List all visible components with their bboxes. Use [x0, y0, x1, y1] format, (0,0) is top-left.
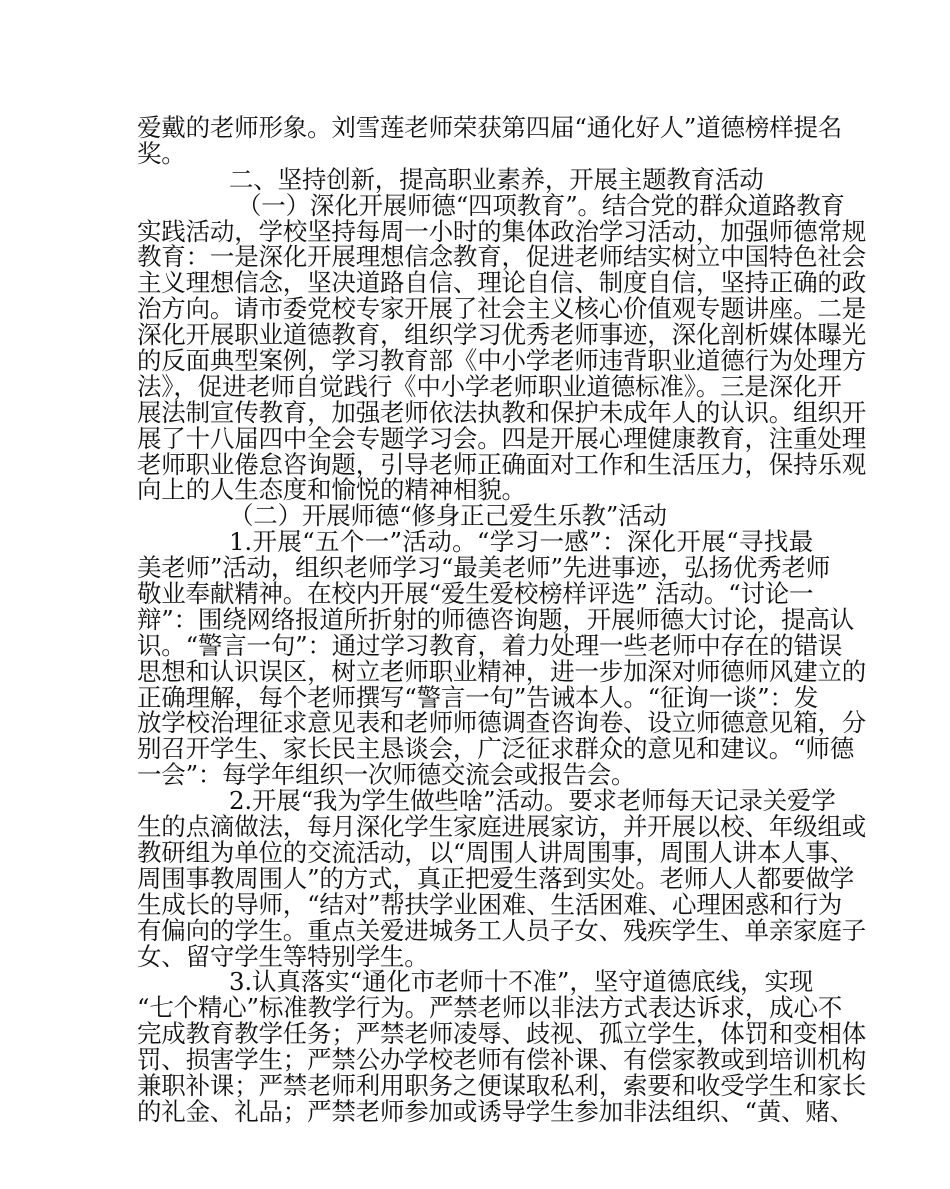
document-page [137, 113, 866, 1126]
text-line: 治方向。请市委党校专家开展了社会主义核心价值观专题讲座。二是 [137, 294, 866, 324]
text-line: 老师职业倦怠咨询题，引导老师正确面对工作和生活压力，保持乐观 [137, 449, 866, 479]
subsection-heading: （一）深化开展师德“四项教育”。结合党的群众道路教育 [237, 190, 845, 220]
text-line: 教育：一是深化开展理想信念教育，促进老师结实树立中国特色社会 [137, 242, 866, 272]
text-line: 周围事教周围人”的方式，真正把爱生落到实处。老师人人都要做学 [137, 863, 855, 893]
text-line: 主义理想信念，坚决道路自信、理论自信、制度自信，坚持正确的政 [137, 268, 866, 298]
text-line: 爱戴的老师形象。刘雪莲老师荣获第四届“通化好人”道德榜样提名 [137, 113, 843, 142]
text-line: 别召开学生、家长民主恳谈会，广泛征求群众的意见和建议。“师德 [137, 734, 855, 764]
subsection-heading: （二）开展师德“修身正己爱生乐教”活动 [229, 501, 667, 531]
text-line: 的礼金、礼品；严禁老师参加或诱导学生参加非法组织、“黄、赌、 [137, 1096, 855, 1126]
text-line: 放学校治理征求意见表和老师师德调查咨询卷、设立师德意见箱，分 [137, 708, 866, 738]
text-line: 敬业奉献精神。在校内开展“爱生爱校榜样评选” 活动。“讨论一 [137, 579, 814, 609]
text-line: 2.开展“我为学生做些啥”活动。要求老师每天记录关爱学 [229, 786, 836, 816]
text-line: 兼职补课；严禁老师利用职务之便谋取私利，索要和收受学生和家长 [137, 1070, 866, 1100]
text-line: 法》，促进老师自觉践行《中小学老师职业道德标准》。三是深化开 [137, 371, 842, 401]
text-line: 展法制宣传教育，加强老师依法执教和保护未成年人的认识。组织开 [137, 397, 866, 427]
text-line: 实践活动，学校坚持每周一小时的集体政治学习活动，加强师德常规 [137, 216, 866, 246]
text-line: 的反面典型案例，学习教育部《中小学老师违背职业道德行为处理方 [137, 346, 866, 376]
text-line: 美老师”活动，组织老师学习“最美老师”先进事迹，弘扬优秀老师 [137, 553, 831, 583]
text-line: 辩”：围绕网络报道所折射的师德咨询题，开展师德大讨论，提高认 [137, 604, 855, 634]
text-line: 罚、损害学生；严禁公办学校老师有偿补课、有偿家教或到培训机构 [137, 1045, 866, 1075]
text-line: 教研组为单位的交流活动，以“周围人讲周围事，周围人讲本人事、 [137, 837, 855, 867]
text-line: 奖。 [137, 138, 186, 168]
text-line: 向上的人生态度和愉悦的精神相貌。 [137, 475, 526, 505]
text-line: 生的点滴做法，每月深化学生家庭进展家访，并开展以校、年级组或 [137, 812, 866, 842]
text-line: 深化开展职业道德教育，组织学习优秀老师事迹，深化剖析媒体曝光 [137, 320, 866, 350]
text-line: 一会”：每学年组织一次师德交流会或报告会。 [137, 760, 636, 790]
text-line: 展了十八届四中全会专题学习会。四是开展心理健康教育，注重处理 [137, 423, 866, 453]
text-line: “七个精心”标准教学行为。严禁老师以非法方式表达诉求，成心不 [137, 993, 843, 1023]
section-heading: 二、坚持创新，提高职业素养，开展主题教育活动 [229, 164, 764, 194]
text-line: 有偏向的学生。重点关爱进城务工人员子女、残疾学生、单亲家庭子 [137, 915, 866, 945]
text-line: 思想和认识误区，树立老师职业精神，进一步加深对师德师风建立的 [137, 656, 866, 686]
text-line: 3.认真落实“通化市老师十不准”，坚守道德底线，实现 [229, 967, 813, 997]
text-line: 识。“警言一句”：通过学习教育，着力处理一些老师中存在的错误 [137, 630, 843, 660]
text-line: 正确理解，每个老师撰写“警言一句”告诫本人。“征询一谈”：发 [137, 682, 819, 712]
text-line: 1.开展“五个一”活动。“学习一感”：深化开展“寻找最 [229, 527, 813, 557]
text-line: 完成教育教学任务；严禁老师凌辱、歧视、孤立学生，体罚和变相体 [137, 1019, 866, 1049]
text-line: 女、留守学生等特别学生。 [137, 941, 429, 971]
text-line: 生成长的导师，“结对”帮扶学业困难、生活困难、心理困惑和行为 [137, 889, 843, 919]
